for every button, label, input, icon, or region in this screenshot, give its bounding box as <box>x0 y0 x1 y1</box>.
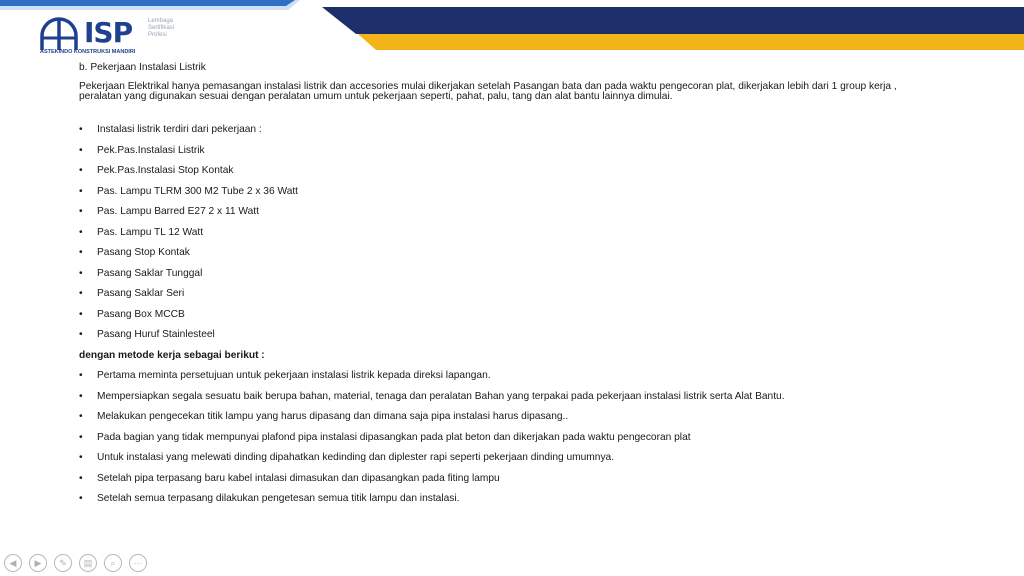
list-item-text: Untuk instalasi yang melewati dinding dipahatkan kedinding dan diplester rapi seperti pekerjaan dinding umumnya. <box>97 452 615 463</box>
list-item-text: Pasang Saklar Seri <box>97 288 185 299</box>
slides-menu-button[interactable] <box>79 554 97 572</box>
arrow-left-icon: ◀ <box>9 558 17 568</box>
list-item-text: Pas. Lampu TLRM 300 M2 Tube 2 x 36 Watt <box>97 185 299 197</box>
next-slide-button[interactable] <box>29 554 47 572</box>
list-item <box>79 329 959 350</box>
bullet-icon: • <box>79 329 83 340</box>
pen-tool-button[interactable] <box>54 554 72 572</box>
pen-icon: ✎ <box>59 558 67 568</box>
logo-caption: ASTEKINDO KONSTRUKSI MANDIRI <box>40 49 136 55</box>
list-item-text: Instalasi listrik terdiri dari pekerjaan : <box>97 124 262 135</box>
list-item-text: Pek.Pas.Instalasi Listrik <box>97 144 205 156</box>
bullet-icon: • <box>79 185 83 197</box>
banner-navy-band <box>322 7 1024 34</box>
list-item-text: Melakukan pengecekan titik lampu yang harus dipasang dan dimana saja pipa instalasi harus dipasang.. <box>97 411 569 422</box>
intro-paragraph <box>79 82 959 124</box>
more-options-button[interactable] <box>129 554 147 572</box>
list-item-text: Pas. Lampu TL 12 Watt <box>97 226 204 238</box>
bullet-icon: • <box>79 493 83 504</box>
list-item-text: Mempersiapkan segala sesuatu baik berupa bahan, material, tenaga dan peralatan Bahan yang terpakai pada pekerjaan instalasi listrik serta Alat Bantu. <box>97 390 785 402</box>
list-item <box>79 227 959 248</box>
bullet-icon: • <box>79 411 83 422</box>
work-items-list <box>79 124 959 350</box>
list-item <box>79 145 959 166</box>
bullet-icon: • <box>79 431 83 443</box>
list-item-text: Pasang Huruf Stainlesteel <box>97 329 215 340</box>
list-item <box>79 165 959 186</box>
method-heading: dengan metode kerja sebagai berikut : <box>79 349 265 361</box>
list-item-text: Pertama meminta persetujuan untuk pekerjaan instalasi listrik kepada direksi lapangan. <box>97 370 491 381</box>
list-item-text: Pasang Saklar Tunggal <box>97 267 203 279</box>
list-item <box>79 391 959 412</box>
slide-content <box>79 62 959 514</box>
prev-slide-button[interactable] <box>4 554 22 572</box>
list-item <box>79 493 959 514</box>
zoom-button[interactable] <box>104 554 122 572</box>
section-subtitle: b. Pekerjaan Instalasi Listrik <box>79 62 206 73</box>
logo-side-text <box>148 18 198 39</box>
bullet-icon: • <box>79 226 83 238</box>
logo-letters: ISP <box>84 16 133 49</box>
list-item <box>79 186 959 207</box>
list-item <box>79 452 959 473</box>
lsp-logo <box>40 16 190 56</box>
list-item-text: Pasang Stop Kontak <box>97 247 190 258</box>
list-item <box>79 247 959 268</box>
bullet-icon: • <box>79 206 83 217</box>
arch-logo-icon <box>40 16 78 52</box>
list-item-text: Setelah pipa terpasang baru kabel intalasi dimasukan dan dipasangkan pada fiting lampu <box>97 472 500 484</box>
bullet-icon: • <box>79 124 83 135</box>
list-item <box>79 268 959 289</box>
list-item-text: Pada bagian yang tidak mempunyai plafond pipa instalasi dipasangkan pada plat beton dan dikerjakan pada waktu pengecoran plat <box>97 431 691 443</box>
bullet-icon: • <box>79 144 83 156</box>
list-item <box>79 124 959 145</box>
banner-yellow-band <box>358 34 1024 50</box>
slides-icon: ▤ <box>83 558 93 568</box>
banner-blue-stripe <box>0 0 295 6</box>
magnifier-icon: ⌕ <box>110 558 116 568</box>
bullet-icon: • <box>79 267 83 279</box>
bullet-icon: • <box>79 288 83 299</box>
list-item-text: Pasang Box MCCB <box>97 308 185 320</box>
bullet-icon: • <box>79 247 83 258</box>
ellipsis-icon: ⋯ <box>133 558 143 568</box>
paragraph-line: peralatan yang digunakan sesuai dengan peralatan umum untuk pekerjaan seperti, pahat, palu, tang dan alat bantu lainnya dimulai. <box>79 91 673 102</box>
list-item-text: Pas. Lampu Barred E27 2 x 11 Watt <box>97 206 259 217</box>
paragraph-line: Pekerjaan Elektrikal hanya pemasangan instalasi listrik dan accesories mulai dikerjakan setelah Pasangan bata dan pada waktu pengecoran plat, dikerjakan lebih dari 1 group kerja , <box>79 81 897 92</box>
list-item <box>79 432 959 453</box>
method-items-list <box>79 370 959 514</box>
logo-side-line: Profesi <box>148 32 167 38</box>
list-item <box>79 473 959 494</box>
logo-side-line: Lembaga <box>148 18 174 24</box>
bullet-icon: • <box>79 308 83 320</box>
list-item <box>79 370 959 391</box>
bullet-icon: • <box>79 452 83 463</box>
bullet-icon: • <box>79 165 83 176</box>
bullet-icon: • <box>79 390 83 402</box>
bullet-icon: • <box>79 370 83 381</box>
list-item <box>79 206 959 227</box>
list-item-text: Setelah semua terpasang dilakukan pengetesan semua titik lampu dan instalasi. <box>97 493 460 504</box>
bullet-icon: • <box>79 472 83 484</box>
list-item-text: Pek.Pas.Instalasi Stop Kontak <box>97 165 234 176</box>
arrow-right-icon: ▶ <box>34 558 42 568</box>
logo-side-line: Sertifikasi <box>148 25 175 31</box>
list-item <box>79 288 959 309</box>
list-item <box>79 309 959 330</box>
list-item <box>79 411 959 432</box>
